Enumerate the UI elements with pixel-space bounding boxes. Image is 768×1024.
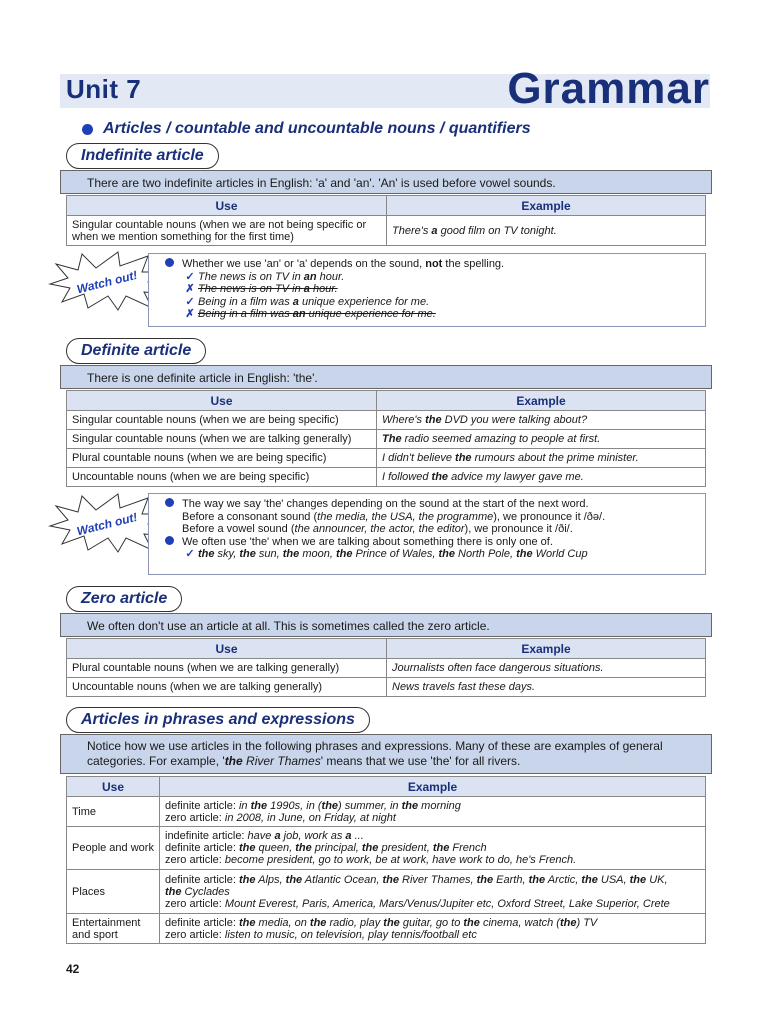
watch-out-text: Watch out!: [75, 509, 139, 539]
definite-heading: [66, 338, 206, 364]
phrases-intro: Notice how we use articles in the following phrases and expressions. Many of these are examples of general categories. For example, 'the River Thames' means that we use 'the' for all rivers.: [60, 734, 712, 774]
table-row: [67, 659, 706, 678]
page-number: 42: [66, 962, 80, 976]
example-cell: definite article: the media, on the radio, play the guitar, go to the cinema, watch (the) TV zero article: listen to music, on television, play tennis/football etc: [160, 914, 706, 944]
zero-heading-text: Zero article: [81, 590, 168, 607]
phrases-heading-text: Articles in phrases and expressions: [81, 711, 355, 728]
table-row: [67, 468, 706, 487]
topic-heading: [82, 120, 531, 138]
indefinite-heading: [66, 143, 219, 169]
use-cell: Uncountable nouns (when we are being specific): [67, 468, 377, 487]
example-cell: The radio seemed amazing to people at first.: [377, 430, 706, 449]
watch-out-text: Watch out!: [75, 267, 139, 297]
definite-table: [66, 390, 706, 487]
watch-rule: We often use 'the' when we are talking about something there is only one of.: [165, 536, 695, 549]
table-row: [67, 827, 706, 870]
definite-intro: [60, 365, 712, 389]
bullet-icon: [165, 498, 174, 507]
example-cell: Journalists often face dangerous situations.: [387, 659, 706, 678]
col-use-header: Use: [67, 196, 387, 216]
use-cell: Plural countable nouns (when we are talking generally): [67, 659, 387, 678]
topic-text: Articles / countable and uncountable nouns / quantifiers: [103, 120, 531, 137]
category-cell: People and work: [67, 827, 160, 870]
col-use-header: Use: [67, 639, 387, 659]
unit-title: Unit 7: [66, 74, 142, 104]
bullet-icon: [82, 124, 93, 135]
category-cell: Places: [67, 870, 160, 914]
table-row: [67, 411, 706, 430]
col-example-header: Example: [377, 391, 706, 411]
table-row: [67, 430, 706, 449]
col-example-header: Example: [387, 196, 706, 216]
watch-rule: Whether we use 'an' or 'a' depends on the sound, not the spelling.: [165, 258, 695, 271]
example-cell: News travels fast these days.: [387, 678, 706, 697]
example-cell: I didn't believe the rumours about the prime minister.: [377, 449, 706, 468]
category-cell: Time: [67, 797, 160, 827]
section-title: Grammar: [507, 64, 710, 113]
col-use-header: Use: [67, 391, 377, 411]
watch-rule-detail: Before a vowel sound (the announcer, the actor, the editor), we pronounce it /ði/.: [182, 523, 573, 535]
table-row: [67, 797, 706, 827]
example-cell: indefinite article: have a job, work as a ... definite article: the queen, the principal, the president, the French zero article: become president, go to work, be at work, have work to do, he's French.: [160, 827, 706, 870]
phrases-heading: [66, 707, 370, 733]
check-icon: ✓: [185, 548, 195, 560]
example-cell: I followed the advice my lawyer gave me.: [377, 468, 706, 487]
correct-example: ✓ The news is on TV in an hour.: [165, 271, 695, 284]
use-cell: Singular countable nouns (when we are being specific): [67, 411, 377, 430]
definite-heading-text: Definite article: [81, 342, 192, 359]
bullet-icon: [165, 258, 174, 267]
use-cell: Plural countable nouns (when we are being specific): [67, 449, 377, 468]
indefinite-table: [66, 195, 706, 246]
use-cell: Singular countable nouns (when we are talking generally): [67, 430, 377, 449]
indefinite-watch-box: [148, 253, 706, 327]
use-cell: Singular countable nouns (when we are not being specific or when we mention something for the first time): [67, 216, 387, 246]
check-icon: ✓: [185, 295, 195, 308]
col-example-header: Example: [387, 639, 706, 659]
col-use-header: Use: [67, 777, 160, 797]
example-cell: There's a good film on TV tonight.: [387, 216, 706, 246]
zero-table: [66, 638, 706, 697]
example-cell: definite article: in the 1990s, in (the) summer, in the morning zero article: in 2008, in June, on Friday, at night: [160, 797, 706, 827]
zero-heading: [66, 586, 182, 612]
zero-intro-text: We often don't use an article at all. This is sometimes called the zero article.: [87, 619, 490, 633]
indefinite-heading-text: Indefinite article: [81, 147, 204, 164]
indefinite-intro-text: There are two indefinite articles in English: 'a' and 'an'. 'An' is used before vowel sounds.: [87, 176, 556, 190]
table-row: [67, 914, 706, 944]
definite-intro-text: There is one definite article in English: 'the'.: [87, 371, 318, 385]
correct-example: ✓ the sky, the sun, the moon, the Prince of Wales, the North Pole, the World Cup: [165, 548, 695, 561]
example-cell: Where's the DVD you were talking about?: [377, 411, 706, 430]
watch-rule-detail: Before a consonant sound (the media, the USA, the programme), we pronounce it /ðə/.: [182, 510, 606, 523]
watch-rule: The way we say 'the' changes depending on the sound at the start of the next word.: [165, 498, 695, 511]
table-row: [67, 678, 706, 697]
wrong-example: ✗ The news is on TV in a hour.: [165, 283, 695, 296]
definite-watch-box: [148, 493, 706, 575]
wrong-example: ✗ Being in a film was an unique experience for me.: [165, 308, 695, 321]
table-row: [67, 216, 706, 246]
cross-icon: ✗: [185, 308, 195, 320]
category-cell: Entertainment and sport: [67, 914, 160, 944]
use-cell: Uncountable nouns (when we are talking generally): [67, 678, 387, 697]
col-example-header: Example: [160, 777, 706, 797]
table-row: [67, 870, 706, 914]
correct-example: ✓ Being in a film was a unique experience for me.: [165, 296, 695, 309]
phrases-table: [66, 776, 706, 944]
zero-intro: [60, 613, 712, 637]
table-row: [67, 449, 706, 468]
check-icon: ✓: [185, 270, 195, 283]
cross-icon: ✗: [185, 283, 195, 295]
example-cell: definite article: the Alps, the Atlantic Ocean, the River Thames, the Earth, the Arctic, the USA, the UK, the Cyclades zero article: Mount Everest, Paris, America, Mars/Venus/Jupiter etc, Oxford Street, Lake Superior, Crete: [160, 870, 706, 914]
bullet-icon: [165, 536, 174, 545]
indefinite-intro: [60, 170, 712, 194]
